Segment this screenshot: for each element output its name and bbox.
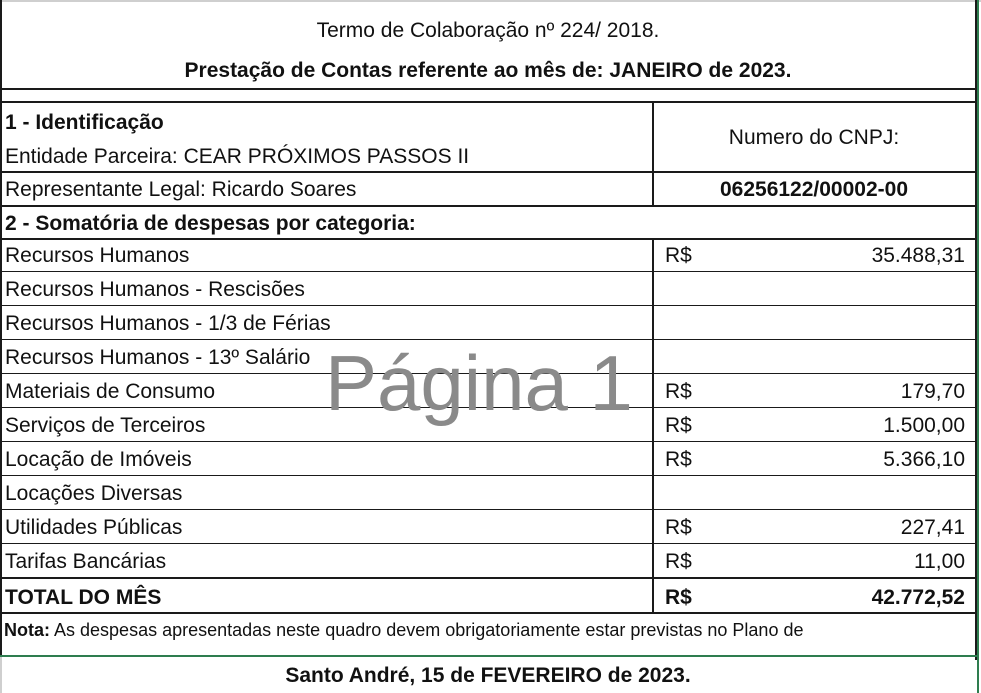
footer-divider bbox=[0, 655, 979, 657]
row-currency: R$ bbox=[665, 380, 692, 403]
row-category: Recursos Humanos - 1/3 de Férias bbox=[5, 312, 331, 335]
note-label: Nota: bbox=[4, 620, 50, 640]
legal-representative: Representante Legal: Ricardo Soares bbox=[5, 178, 357, 201]
row-divider bbox=[0, 441, 977, 442]
page-watermark: Página 1 bbox=[325, 339, 633, 427]
row-currency: R$ bbox=[665, 414, 692, 437]
row-divider bbox=[0, 271, 977, 272]
row-category: Recursos Humanos bbox=[5, 244, 190, 267]
row-value: 227,41 bbox=[900, 516, 965, 539]
row-category: Tarifas Bancárias bbox=[5, 550, 167, 573]
cnpj-value: 06256122/00002-00 bbox=[719, 178, 908, 201]
row-divider bbox=[0, 305, 977, 306]
total-value: 42.772,52 bbox=[871, 586, 965, 609]
total-top-border bbox=[0, 577, 977, 579]
row-category: Locação de Imóveis bbox=[5, 448, 192, 471]
ident-col-divider bbox=[652, 103, 654, 206]
total-label: TOTAL DO MÊS bbox=[5, 586, 162, 609]
total-bottom-border bbox=[0, 612, 977, 614]
identification-label: 1 - Identificação bbox=[5, 111, 164, 134]
row-value: 1.500,00 bbox=[883, 414, 965, 437]
row-divider bbox=[0, 509, 977, 510]
row-value: 35.488,31 bbox=[871, 244, 965, 267]
expenses-section-label: 2 - Somatória de despesas por categoria: bbox=[5, 212, 416, 235]
document-title: Termo de Colaboração nº 224/ 2018. bbox=[316, 19, 660, 42]
note-line bbox=[4, 618, 803, 642]
row-value: 11,00 bbox=[914, 550, 965, 573]
row-category: Locações Diversas bbox=[5, 482, 183, 505]
row-currency: R$ bbox=[665, 244, 692, 267]
frame-left bbox=[0, 0, 2, 660]
row-divider bbox=[0, 543, 977, 544]
place-date: Santo André, 15 de FEVEREIRO de 2023. bbox=[285, 664, 691, 687]
header-divider-1 bbox=[0, 88, 977, 90]
note-text: As despesas apresentadas neste quadro devem obrigatoriamente estar previstas no Plano de bbox=[54, 620, 804, 640]
row-category: Serviços de Terceiros bbox=[5, 414, 206, 437]
row-currency: R$ bbox=[665, 448, 692, 471]
expenses-header-border bbox=[0, 238, 977, 240]
frame-right-green bbox=[977, 0, 979, 693]
row-category: Recursos Humanos - 13º Salário bbox=[5, 346, 311, 369]
row-value: 179,70 bbox=[900, 380, 965, 403]
row-currency: R$ bbox=[665, 550, 692, 573]
cnpj-label: Numero do CNPJ: bbox=[728, 126, 900, 149]
entity-partner: Entidade Parceira: CEAR PRÓXIMOS PASSOS II bbox=[5, 145, 470, 168]
row-category: Materiais de Consumo bbox=[5, 380, 216, 403]
row-category: Utilidades Públicas bbox=[5, 516, 183, 539]
document-subtitle: Prestação de Contas referente ao mês de: JANEIRO de 2023. bbox=[184, 59, 792, 82]
header-divider-2 bbox=[0, 101, 977, 103]
ident-bottom-border bbox=[0, 205, 977, 207]
top-grid-line bbox=[0, 0, 981, 2]
ident-row-divider bbox=[0, 171, 977, 173]
expense-col-divider bbox=[652, 240, 654, 613]
row-divider bbox=[0, 475, 977, 476]
row-category: Recursos Humanos - Rescisões bbox=[5, 278, 305, 301]
total-currency: R$ bbox=[665, 586, 692, 609]
row-value: 5.366,10 bbox=[883, 448, 965, 471]
row-currency: R$ bbox=[665, 516, 692, 539]
